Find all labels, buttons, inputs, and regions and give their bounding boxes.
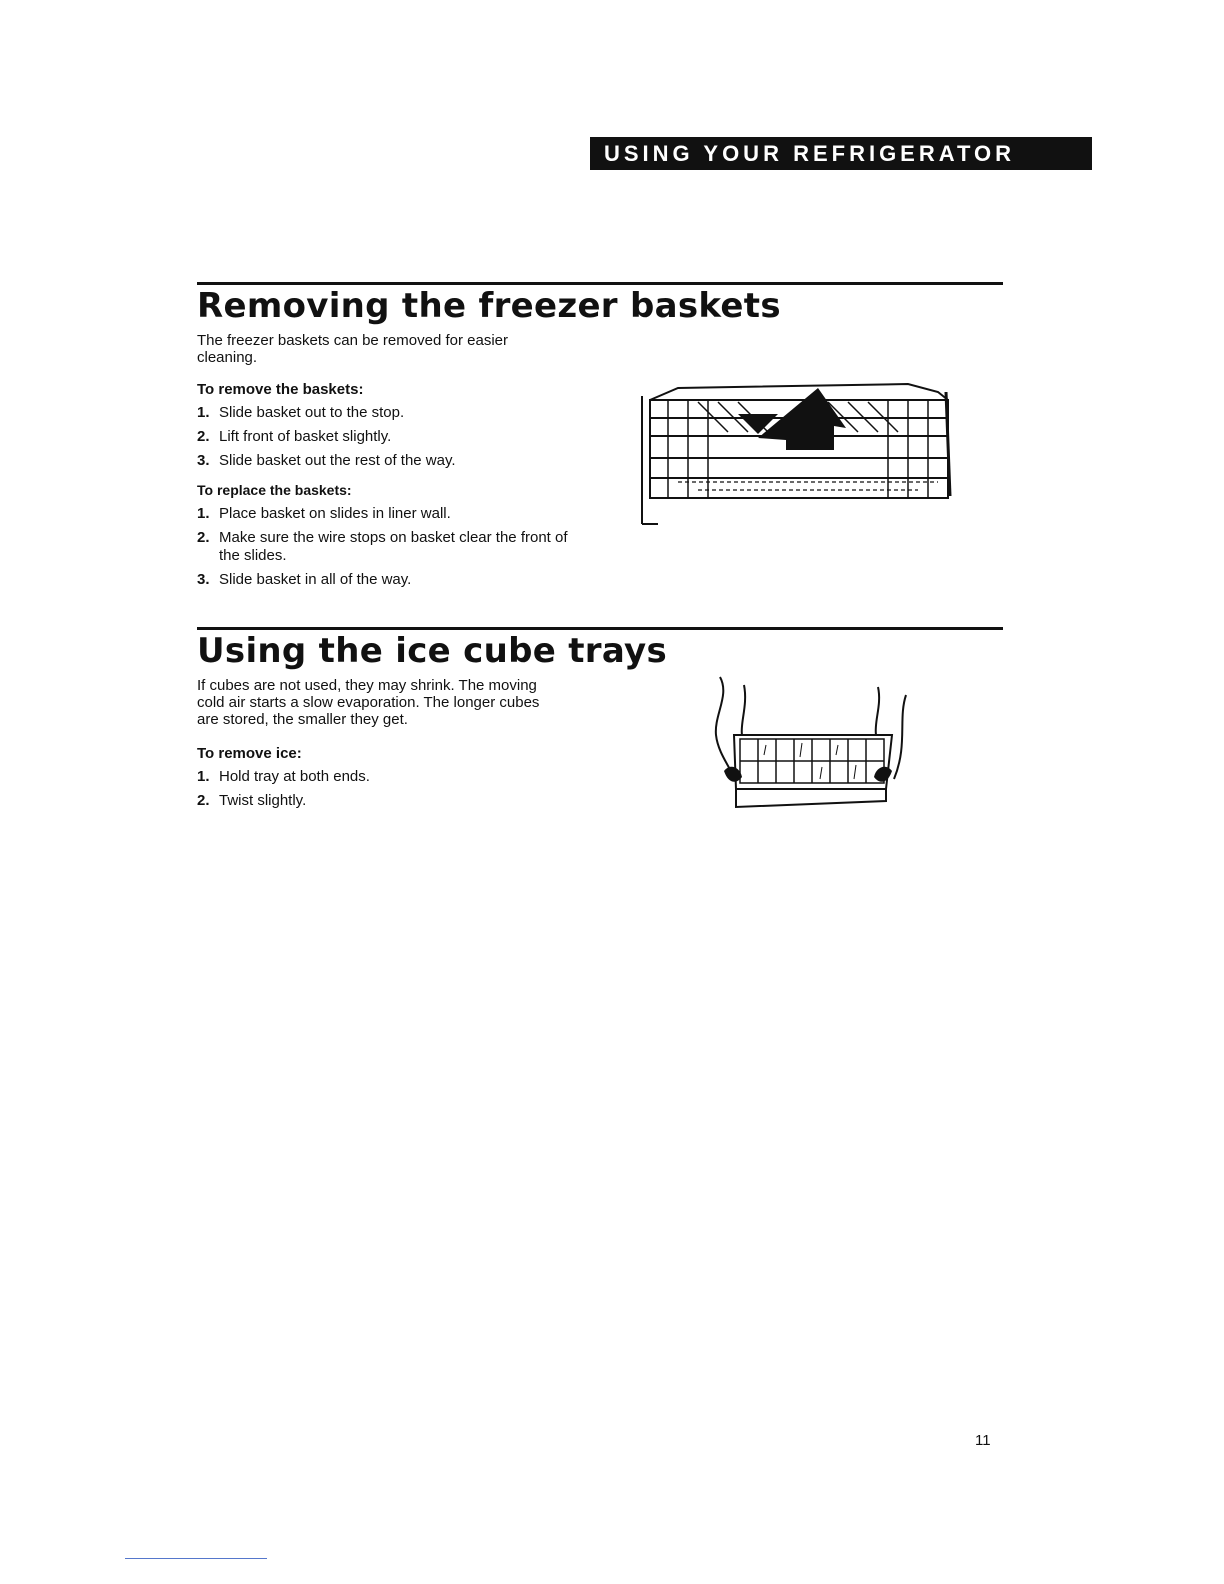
list-item: 1. Hold tray at both ends. [197, 768, 370, 785]
section-divider [197, 627, 1003, 630]
list-item: 2. Make sure the wire stops on basket clear the front of the slides. [197, 529, 568, 564]
intro-text: The freezer baskets can be removed for easier cleaning. [197, 332, 508, 366]
page-number: 11 [975, 1432, 991, 1449]
ice-cube-tray-icon [706, 675, 916, 815]
freezer-basket-icon [638, 378, 958, 528]
list-item: 1. Slide basket out to the stop. [197, 404, 405, 421]
remove-baskets-steps [197, 404, 577, 476]
remove-baskets-heading: To remove the baskets: [197, 381, 364, 398]
section-banner: USING YOUR REFRIGERATOR [590, 137, 1092, 170]
list-item: 2. Lift front of basket slightly. [197, 428, 392, 445]
remove-ice-steps [197, 768, 577, 816]
footer-rule [125, 1558, 267, 1559]
replace-baskets-steps [197, 505, 582, 595]
list-item: 3. Slide basket out the rest of the way. [197, 452, 456, 469]
list-item: 1. Place basket on slides in liner wall. [197, 505, 451, 522]
remove-ice-heading: To remove ice: [197, 745, 302, 762]
intro-text: If cubes are not used, they may shrink. The moving cold air starts a slow evaporation. The longer cubes are stored, the smaller they get. [197, 677, 540, 728]
list-item: 2. Twist slightly. [197, 792, 307, 809]
section-title-ice-cube-trays: Using the ice cube trays [197, 631, 668, 671]
replace-baskets-heading: To replace the baskets: [197, 482, 352, 498]
section-title-freezer-baskets: Removing the freezer baskets [197, 286, 781, 326]
list-item: 3. Slide basket in all of the way. [197, 571, 412, 588]
section-divider [197, 282, 1003, 285]
